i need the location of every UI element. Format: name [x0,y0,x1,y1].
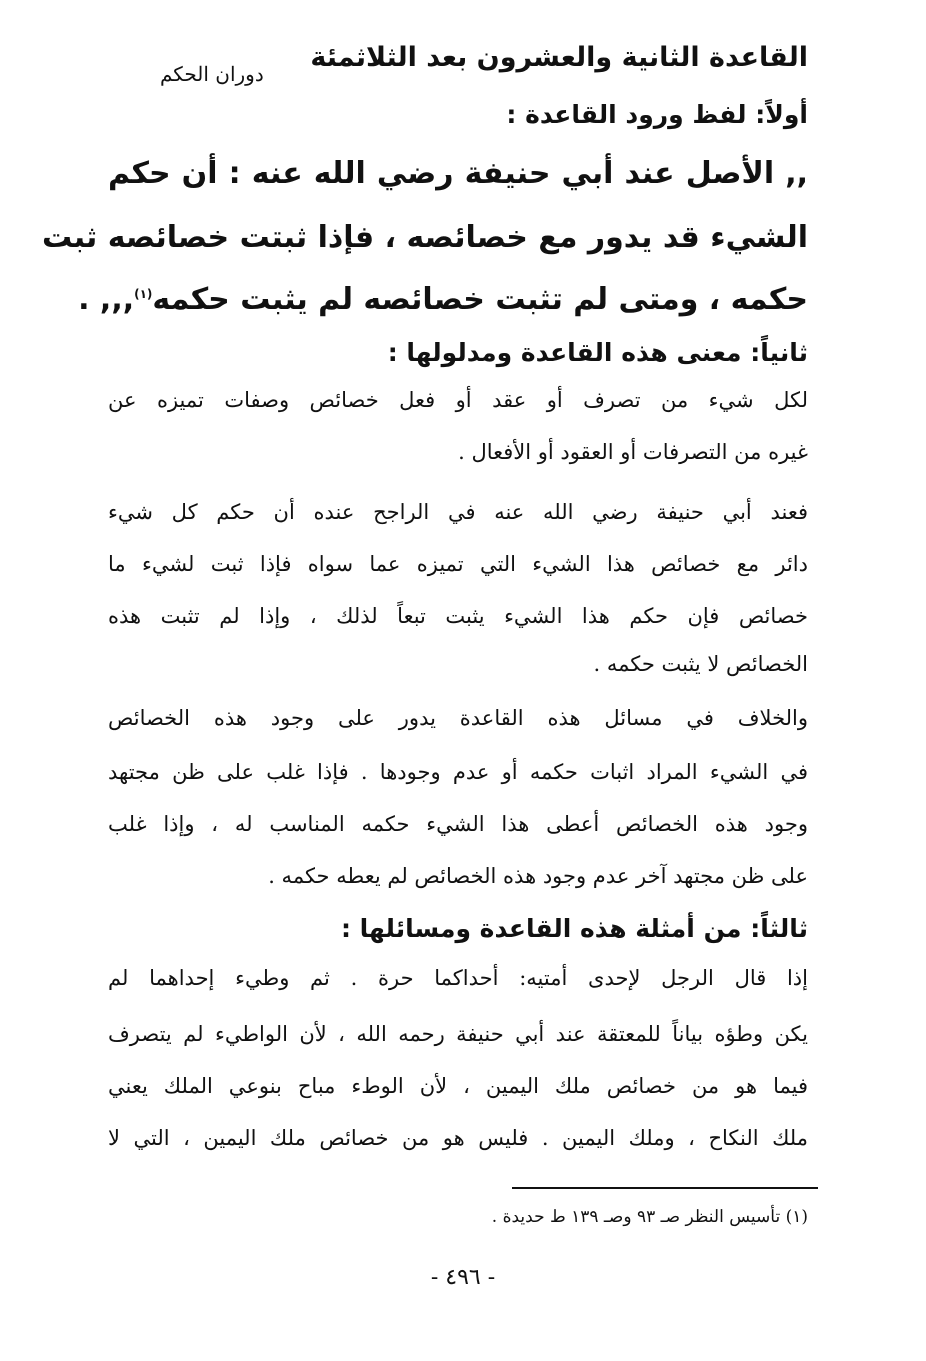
footnote-divider [512,1187,818,1189]
paragraph-line: خصائص فإن حكم هذا الشيء يثبت تبعاً لذلك ، وإذا لم تثبت هذه [108,604,808,628]
footnote-marker: (١) [134,287,153,301]
paragraph-line: لكل شيء من تصرف أو عقد أو فعل خصائص وصفات تميزه عن [108,388,808,412]
section-heading-1: أولاً: لفظ ورود القاعدة : [506,100,808,129]
paragraph-line: دائر مع خصائص هذا الشيء التي تميزه عما سواه فإذا ثبت لشيء ما [108,552,808,576]
section-heading-3: ثالثاً: من أمثلة هذه القاعدة ومسائلها : [340,914,808,943]
rule-title: القاعدة الثانية والعشرون بعد الثلاثمئة [310,42,808,73]
paragraph-line: يكن وطؤه بياناً للمعتقة عند أبي حنيفة رحمه الله ، لأن الواطيء لم يتصرف [108,1022,808,1046]
rule-text-line: ,, الأصل عند أبي حنيفة رضي الله عنه : أن حكم [108,156,808,191]
paragraph-line: الخصائص لا يثبت حكمه . [593,652,808,676]
paragraph-line: إذا قال الرجل لإحدى أمتيه: أحداكما حرة . ثم وطيء إحداهما لم [108,966,808,990]
footnote: (١) تأسيس النظر صـ ٩٣ وصـ ١٣٩ ط حديدة . [491,1207,808,1227]
paragraph-line: في الشيء المراد اثبات حكمه أو عدم وجودها . فإذا غلب على ظن مجتهد [108,760,808,784]
paragraph-line: غيره من التصرفات أو العقود أو الأفعال . [458,440,808,464]
rule-text-line: الشيء قد يدور مع خصائصه ، فإذا ثبتت خصائصه ثبت [41,220,808,255]
rule-end-quote: ,,, . [78,282,135,317]
paragraph-line: فعند أبي حنيفة رضي الله عنه في الراجح عنده أن حكم كل شيء [108,500,808,524]
rule-text-line-last [78,282,808,317]
paragraph-line: وجود هذه الخصائص أعطى هذا الشيء حكمه المناسب له ، وإذا غلب [108,812,808,836]
rule-text: حكمه ، ومتى لم تثبت خصائصه لم يثبت حكمه [152,282,808,317]
running-header: دوران الحكم [160,62,264,86]
paragraph-line: ملك النكاح ، وملك اليمين . فليس هو من خصائص ملك اليمين ، التي لا [108,1126,808,1150]
paragraph-line: فيما هو من خصائص ملك اليمين ، لأن الوطء مباح بنوعي الملك يعني [108,1074,808,1098]
section-heading-2: ثانياً: معنى هذه القاعدة ومدلولها : [387,338,808,367]
page-number: - ٤٩٦ - [430,1265,496,1290]
paragraph-line: على ظن مجتهد آخر عدم وجود هذه الخصائص لم يعطه حكمه . [268,864,808,888]
paragraph-line: والخلاف في مسائل هذه القاعدة يدور على وجود هذه الخصائص [108,706,808,730]
